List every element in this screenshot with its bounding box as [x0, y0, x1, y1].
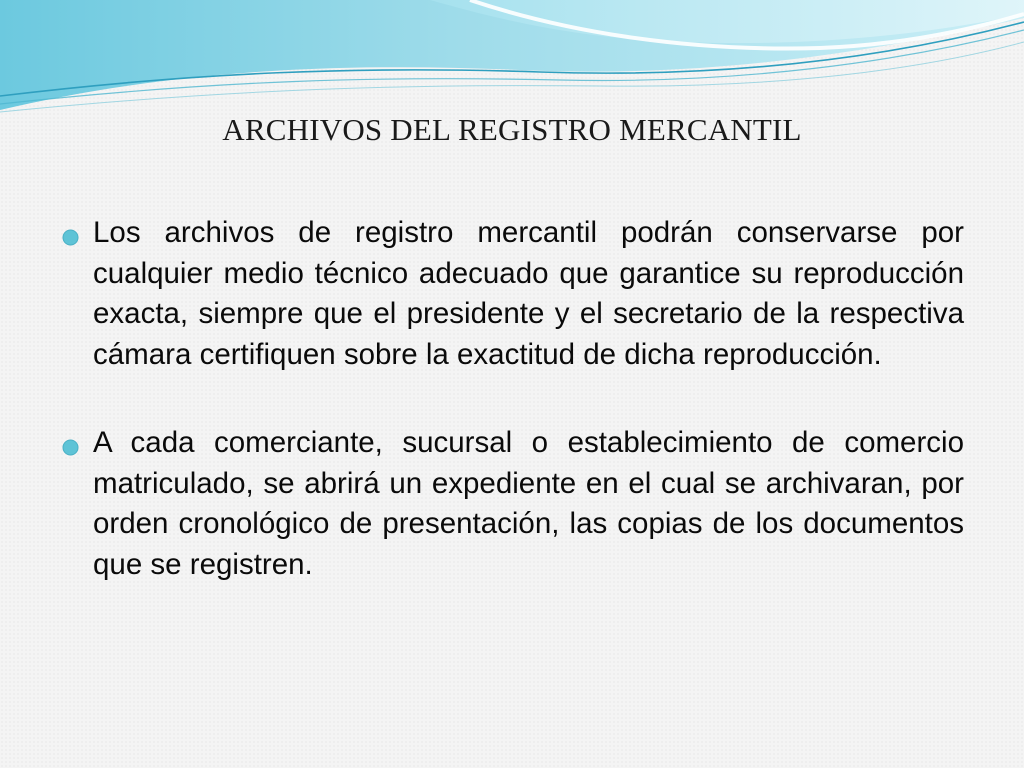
- bullet-dot-icon: [62, 229, 79, 246]
- header-wave-decoration: [0, 0, 1024, 120]
- bullet-item: [62, 423, 964, 585]
- bullet-text: A cada comerciante, sucursal o establecimiento de comercio matriculado, se abrirá un expediente en el cual se archivaran, por orden cronológico de presentación, las copias de los documentos que se registren.: [93, 426, 964, 581]
- bullet-dot-icon: [62, 439, 79, 456]
- slide-title: ARCHIVOS DEL REGISTRO MERCANTIL: [222, 112, 802, 147]
- bullet-list: [62, 213, 964, 633]
- bullet-item: [62, 213, 964, 375]
- bullet-text: Los archivos de registro mercantil podrán conservarse por cualquier medio técnico adecuado que garantice su reproducción exacta, siempre que el presidente y el secretario de la respectiva cámara certifiquen sobre la exactitud de dicha reproducción.: [93, 216, 964, 371]
